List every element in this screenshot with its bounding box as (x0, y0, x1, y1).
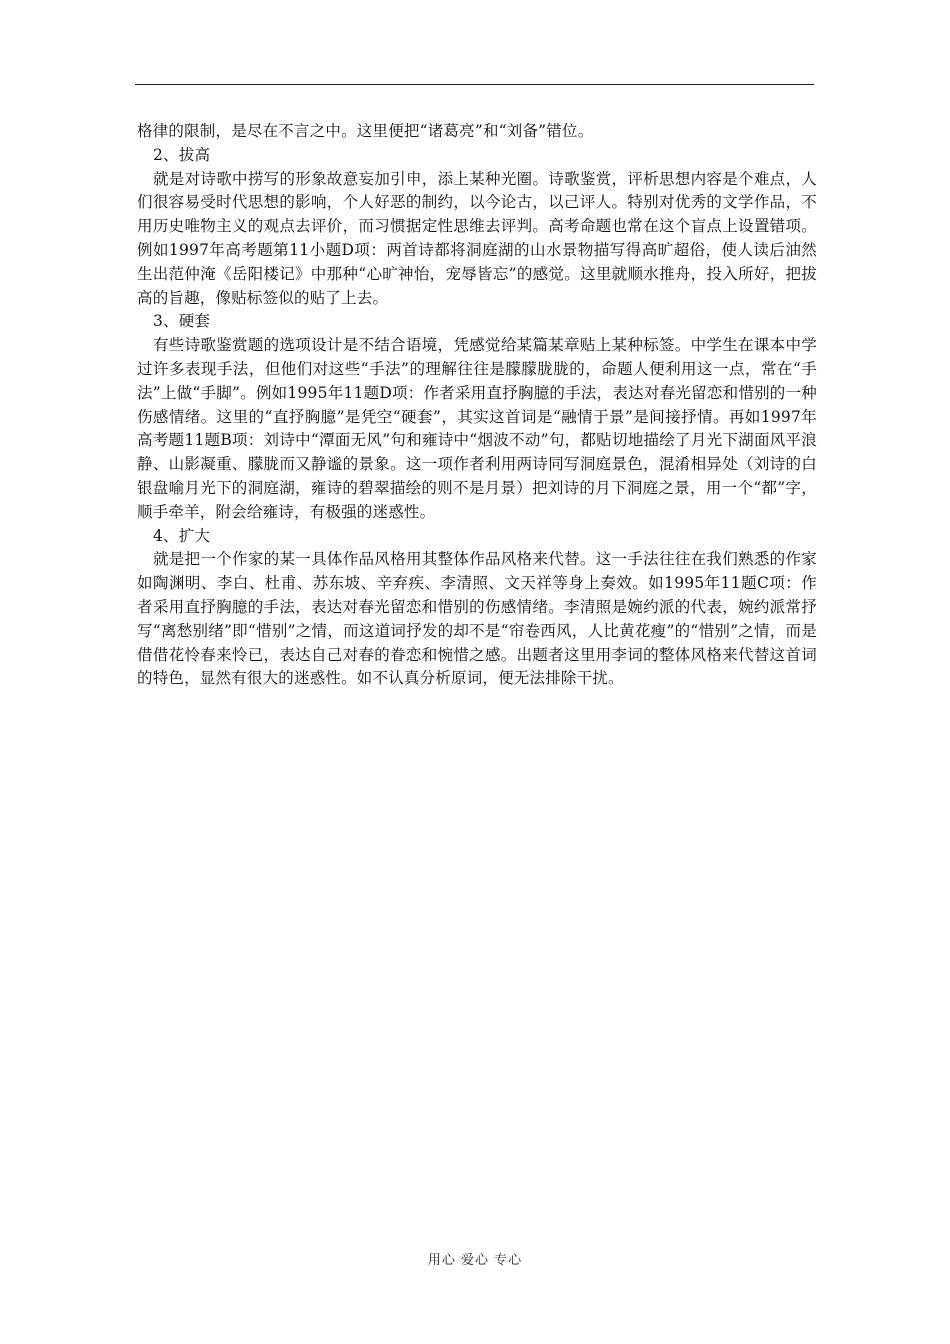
paragraph-section-4: 就是把一个作家的某一具体作品风格用其整体作品风格来代替。这一手法往往在我们熟悉的作家如陶渊明、李白、杜甫、苏东坡、辛弃疾、李清照、文天祥等身上奏效。如1995年11题C项：作者采用直抒胸臆的手法，表达对春光留恋和惜别的伤感情绪。李清照是婉约派的代表，婉约派常抒写“离愁别绪”即“惜别”之情，而这道词抒发的却不是“帘卷西风，人比黄花瘦”的“惜别”之情，而是借借花怜春来怜已，表达自己对春的眷恋和惋惜之感。出题者这里用李词的整体风格来代替这首词的特色，显然有很大的迷惑性。如不认真分析原词，便无法排除干扰。 (137, 550, 817, 688)
section-heading-2: 2、拔高 (153, 145, 211, 164)
header-divider (135, 84, 814, 85)
section-heading-4: 4、扩大 (153, 526, 211, 545)
paragraph-continuation: 格律的限制，是尽在不言之中。这里便把“诸葛亮”和“刘备”错位。 (137, 122, 594, 140)
section-heading-3: 3、硬套 (153, 312, 211, 331)
document-body (137, 120, 817, 691)
paragraph-section-2: 就是对诗歌中捞写的形象故意妄加引申，添上某种光圈。诗歌鉴赏，评析思想内容是个难点，人们很容易受时代思想的影响，个人好恶的制约，以今论古，以己评人。特别对优秀的文学作品，不用历史唯物主义的观点去评价，而习惯据定性思维去评判。高考命题也常在这个盲点上设置错项。例如1997年高考题第11小题D项：两首诗都将洞庭湖的山水景物描写得高旷超俗，使人读后油然生出范仲淹《岳阳楼记》中那种“心旷神怡，宠辱皆忘”的感觉。这里就顺水推舟，投入所好，把拔高的旨趣，像贴标签似的贴了上去。 (137, 169, 817, 307)
page-footer: 用心 爱心 专心 (427, 1253, 523, 1268)
paragraph-section-3: 有些诗歌鉴赏题的选项设计是不结合语境，凭感觉给某篇某章贴上某种标签。中学生在课本中学过许多表现手法，但他们对这些“手法”的理解往往是朦朦胧胧的，命题人便利用这一点，常在“手法”上做“手脚”。例如1995年11题D项：作者采用直抒胸臆的手法，表达对春光留恋和惜别的一种伤感情绪。这里的“直抒胸臆”是凭空“硬套”，其实这首词是“融情于景”是间接抒情。再如1997年高考题11题B项：刘诗中“潭面无风”句和雍诗中“烟波不动”句，都贴切地描绘了月光下湖面风平浪静、山影凝重、朦胧而又静谧的景象。这一项作者利用两诗同写洞庭景色，混淆相异处（刘诗的白银盘喻月光下的洞庭湖，雍诗的碧翠描绘的则不是月景）把刘诗的月下洞庭之景，用一个“都”字，顺手牵羊，附会给雍诗，有极强的迷惑性。 (137, 336, 817, 521)
